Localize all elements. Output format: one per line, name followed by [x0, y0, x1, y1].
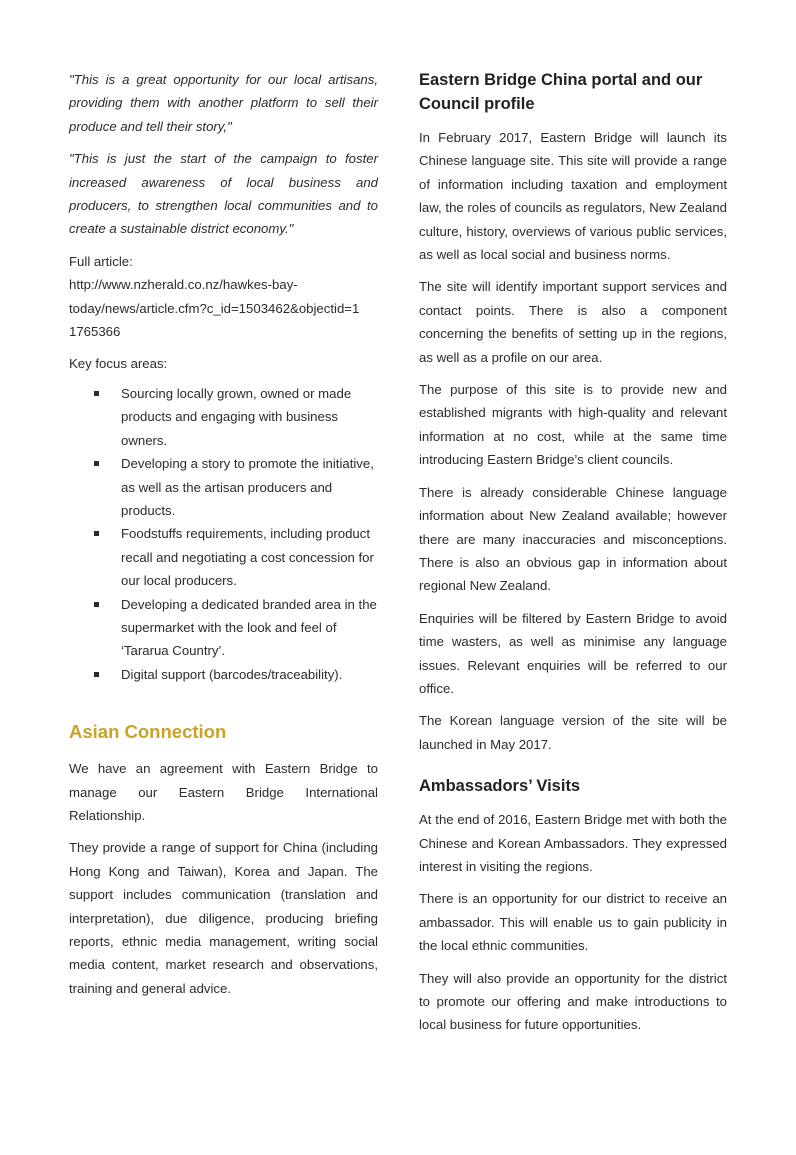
full-article-link-3[interactable]: 1765366: [69, 324, 121, 340]
portal-paragraph: The site will identify important support services and contact points. There is also a component concerning the benefits of setting up in the regions, as well as a profile on our area.: [419, 279, 727, 365]
left-column: [69, 68, 378, 1009]
focus-item-text: Sourcing locally grown, owned or made products and engaging with business owners.: [121, 385, 352, 448]
quote-campaign: "This is just the start of the campaign to foster increased awareness of local business and producers, to strengthen local communities and to create a sustainable district economy.": [69, 151, 378, 237]
list-item: [121, 663, 378, 686]
full-article-label: Full article:: [69, 253, 133, 269]
ambassadors-paragraph: There is an opportunity for our district to receive an ambassador. This will enable us to gain publicity in the local ethnic communities.: [419, 891, 727, 954]
bullet-icon: [94, 531, 99, 536]
list-item: [121, 452, 378, 522]
asian-paragraph: They provide a range of support for China (including Hong Kong and Taiwan), Korea and Japan. The support includes communication (translation and interpretation), due diligence, producing briefing reports, ethnic media management, writing social media content, market research and observations, training and general advice.: [69, 840, 378, 996]
ambassadors-paragraph: They will also provide an opportunity for the district to promote our offering and make introductions to local business for future opportunities.: [419, 970, 727, 1033]
focus-item-text: Foodstuffs requirements, including product recall and negotiating a cost concession for our local producers.: [121, 526, 374, 589]
quote-artisans: "This is a great opportunity for our local artisans, providing them with another platform to sell their produce and tell their story,": [69, 72, 378, 134]
focus-item-text: Developing a dedicated branded area in the supermarket with the look and feel of ‘Tararua Country’.: [121, 596, 377, 659]
portal-heading: Eastern Bridge China portal and our Council profile: [419, 71, 703, 113]
bullet-icon: [94, 461, 99, 466]
portal-paragraph: The Korean language version of the site will be launched in May 2017.: [419, 713, 727, 752]
portal-paragraph: The purpose of this site is to provide new and established migrants with high-quality and relevant information at no cost, while at the same time introducing Eastern Bridge’s client councils.: [419, 382, 727, 468]
full-article: [69, 250, 378, 344]
portal-paragraph: In February 2017, Eastern Bridge will launch its Chinese language site. This site will provide a range of information including taxation and employment law, the roles of councils as regulators, New Zealand culture, history, overviews of various public services, as well as local social and business norms.: [419, 130, 727, 263]
bullet-icon: [94, 391, 99, 396]
key-focus-label: Key focus areas:: [69, 356, 168, 372]
right-column: [419, 68, 727, 1046]
portal-paragraph: There is already considerable Chinese language information about New Zealand available; however there are many inaccuracies and misconceptions. There is also an obvious gap in information about regional New Zealand.: [419, 484, 727, 594]
list-item: [121, 382, 378, 452]
list-item: [121, 593, 378, 663]
focus-item-text: Digital support (barcodes/traceability).: [121, 666, 343, 682]
ambassadors-paragraph: At the end of 2016, Eastern Bridge met with both the Chinese and Korean Ambassadors. They expressed interest in visiting the regions.: [419, 812, 727, 874]
list-item: [121, 522, 378, 592]
full-article-link-1[interactable]: http://www.nzherald.co.nz/hawkes-bay-: [69, 277, 298, 293]
asian-paragraph: We have an agreement with Eastern Bridge to manage our Eastern Bridge International Relationship.: [69, 761, 378, 823]
full-article-link-2[interactable]: today/news/article.cfm?c_id=1503462&objectid=1: [69, 300, 360, 316]
bullet-icon: [94, 602, 99, 607]
focus-list: [69, 382, 378, 686]
asian-connection-heading: Asian Connection: [69, 721, 227, 743]
portal-paragraph: Enquiries will be filtered by Eastern Bridge to avoid time wasters, as well as minimise any language issues. Relevant enquiries will be referred to our office.: [419, 610, 727, 696]
ambassadors-heading: Ambassadors’ Visits: [419, 777, 581, 796]
focus-item-text: Developing a story to promote the initiative, as well as the artisan producers and products.: [121, 456, 374, 518]
bullet-icon: [94, 672, 99, 677]
